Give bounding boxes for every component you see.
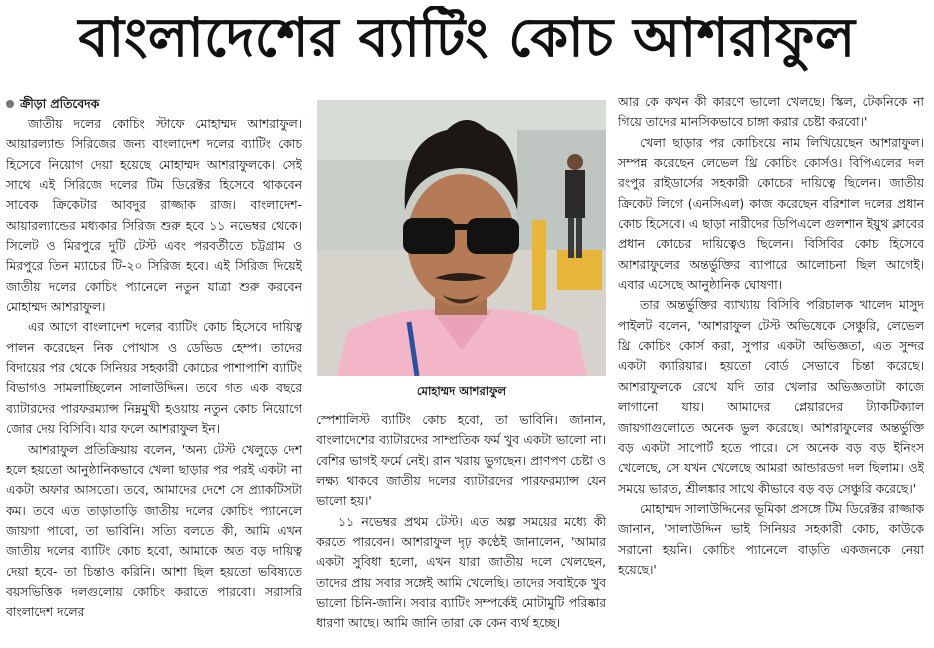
paragraph: স্পেশালিস্ট ব্যাটিং কোচ হবো, তা ভাবিনি। জানান, বাংলাদেশের ব্যাটারদের সাম্প্রতিক ফর্ম খুব একটা ভালো না। বেশির ভাগই ফর্মে নেই। রান খরায় ভুগছেন। প্রাণপণ চেষ্টা ও লক্ষ্য থাকবে জাতীয় দলের ব্যাটারদের পারফরম্যান্স যেন ভালো হয়।' (316, 413, 606, 509)
paragraph: ১১ নভেম্বর প্রথম টেস্ট। এত অল্প সময়ের মধ্যে কী করতে পারবেন। আশরাফুল দৃঢ় কণ্ঠেই জানালেন, 'আমার একটা সুবিধা হলো, এখন যারা জাতীয় দলে খেলছেন, তাদের প্রায় সবার সঙ্গেই আমি খেলেছি। তাদের সবাইকে খুব ভালো চিনি-জানি। সবার ব্যাটিং সম্পর্কেই মোটামুটি পরিষ্কার ধারণা আছে। আমি জানি তারা কে কেন ব্যর্থ হচ্ছে। (316, 514, 606, 631)
paragraph: জাতীয় দলের কোচিং স্টাফে মোহাম্মদ আশরাফুল। আয়ারল্যান্ড সিরিজের জন্য বাংলাদেশ দলের ব্যাটিং কোচ হিসেবে নিয়োগ দেয়া হয়েছে মোহাম্মদ আশরাফুলকে। সেই সাথে এই সিরিজে দলের টিম ডিরেক্টর হিসেবে থাকবেন সাবেক ক্রিকেটার আবদুর রাজ্জাক রাজ। বাংলাদেশ-আয়ারল্যান্ডের মধ্যকার সিরিজ শুরু হবে ১১ নভেম্বর থেকে। সিলেট ও মিরপুরে দুটি টেস্ট এবং পরবর্তীতে চট্টগ্রাম ও মিরপুরে তিন ম্যাচের টি-২০ সিরিজ হবে। এই সিরিজ দিয়েই জাতীয় দলের কোচিং প্যানেলে নতুন যাত্রা শুরু করবেন মোহাম্মদ আশরাফুল। (6, 117, 302, 315)
bullet-icon (6, 100, 14, 108)
paragraph: খেলা ছাড়ার পর কোচিংয়ে নাম লিখিয়েছেন আশরাফুল। সম্পন্ন করেছেন লেভেল থ্রি কোচিং কোর্সও। বিপিএলের দল রংপুর রাইডার্সের সহকারী কোচের দায়িত্বে ছিলেন। জাতীয় ক্রিকেট লিগে (এনসিএল) কাজ করেছেন বরিশাল দলের প্রধান কোচ হিসেবে। এ ছাড়া নারীদের ডিপিএলে গুলশান ইয়ুথ ক্লাবের প্রধান কোচের দায়িত্বেও ছিলেন। বিসিবির কোচ হিসেবে আশরাফুলের অন্তর্ভুক্তির ব্যাপারে আলোচনা ছিল আগেই। এবার এসেছে আনুষ্ঠানিক ঘোষণা। (618, 135, 924, 293)
photo-caption: মোহাম্মদ আশরাফুল (416, 384, 507, 398)
headline: বাংলাদেশের ব্যাটিং কোচ আশরাফুল (78, 6, 856, 69)
article-column-2 (316, 410, 606, 642)
byline (6, 94, 302, 114)
paragraph: মোহাম্মদ সালাউদ্দিনের ভূমিকা প্রসঙ্গে টিম ডিরেক্টর রাজ্জাক জানান, 'সালাউদ্দিন ভাই সিনিয়র সহকারী কোচ, কাউকে সরানো হয়নি। কোচিং প্যানেলে বাড়তি একজনকে নেয়া হয়েছে।' (618, 501, 924, 577)
paragraph: আশরাফুল প্রতিক্রিয়ায় বলেন, 'অন্য টেস্ট খেলুড়ে দেশ হলে হয়তো আনুষ্ঠানিকভাবে খেলা ছাড়ার পর পরই একটা না একটা অফার আসতো। তবে, আমাদের দেশে সে প্র্যাকটিসটা কম। তবে এত তাড়াতাড়ি জাতীয় দলের কোচিং প্যানেলে জায়গা পাবো, তা ভাবিনি। সত্যি বলতে কী, আমি এখন জাতীয় দলের ব্যাটিং কোচ হবো, আমাকে অত বড় দায়িত্ব দেয়া হবে- তা চিন্তাও করিনি। আশা ছিল হয়তো ভবিষ্যতে বয়সভিত্তিক দলগুলোয় কোচিং করাতে পারবো। সরাসরি বাংলাদেশ দলের (6, 442, 302, 620)
byline-text: ক্রীড়া প্রতিবেদক (20, 97, 100, 111)
paragraph: এর আগে বাংলাদেশ দলের ব্যাটিং কোচ হিসেবে দায়িত্ব পালন করেছেন নিক পোথাস ও ডেভিড হেম্প। তাদের বিদায়ের পর থেকে সিনিয়র সহকারী কোচের পাশাপাশি ব্যাটিং বিভাগও সামলাচ্ছিলেন সালাউদ্দিন। তবে গত এক বছরে ব্যাটারদের পারফরম্যান্স নিম্নমুখী হওয়ায় নতুন কোচ নিয়োগে জোর দেয় বিসিবি। যার ফলে আশরাফুল ইন। (6, 320, 302, 437)
portrait-photo (317, 100, 606, 376)
article-column-1 (6, 94, 302, 642)
paragraph: তার অন্তর্ভুক্তির ব্যাখ্যায় বিসিবি পরিচালক খালেদ মাসুদ পাইলট বলেন, 'আশরাফুল টেস্ট অভিষেকে সেঞ্চুরি, লেভেল থ্রি কোচিং কোর্স করা, সুপার একটা অভিজ্ঞতা, এত সুন্দর একটা ক্যারিয়ার। হয়তো বোর্ড সেভাবে চিন্তা করেছে। আশরাফুলকে রেখে যদি তার খেলার অভিজ্ঞতাটা কাজে লাগানো যায়। আমাদের প্লেয়ারদের ট্যাকটিক্যাল জায়গাগুলোতে অনেক ভুল করেছে। আশরাফুলের অন্তর্ভুক্তি বড় একটা সাপোর্ট হতে পারে। সে অনেক বড় বড় ইনিংস খেলেছে, সে যখন খেলেছে আমরা আন্ডারডগ দল ছিলাম। ওই সময়ে ভারত, শ্রীলঙ্কার সাথে কীভাবে বড় বড় সেঞ্চুরি করেছে।' (618, 298, 924, 496)
paragraph: আর কে কখন কী কারণে ভালো খেলছে। স্কিল, টেকনিকে না গিয়ে তাদের মানসিকভাবে চাঙ্গা করার চেষ্টা করবো।' (618, 95, 924, 130)
article-column-3 (618, 92, 924, 640)
